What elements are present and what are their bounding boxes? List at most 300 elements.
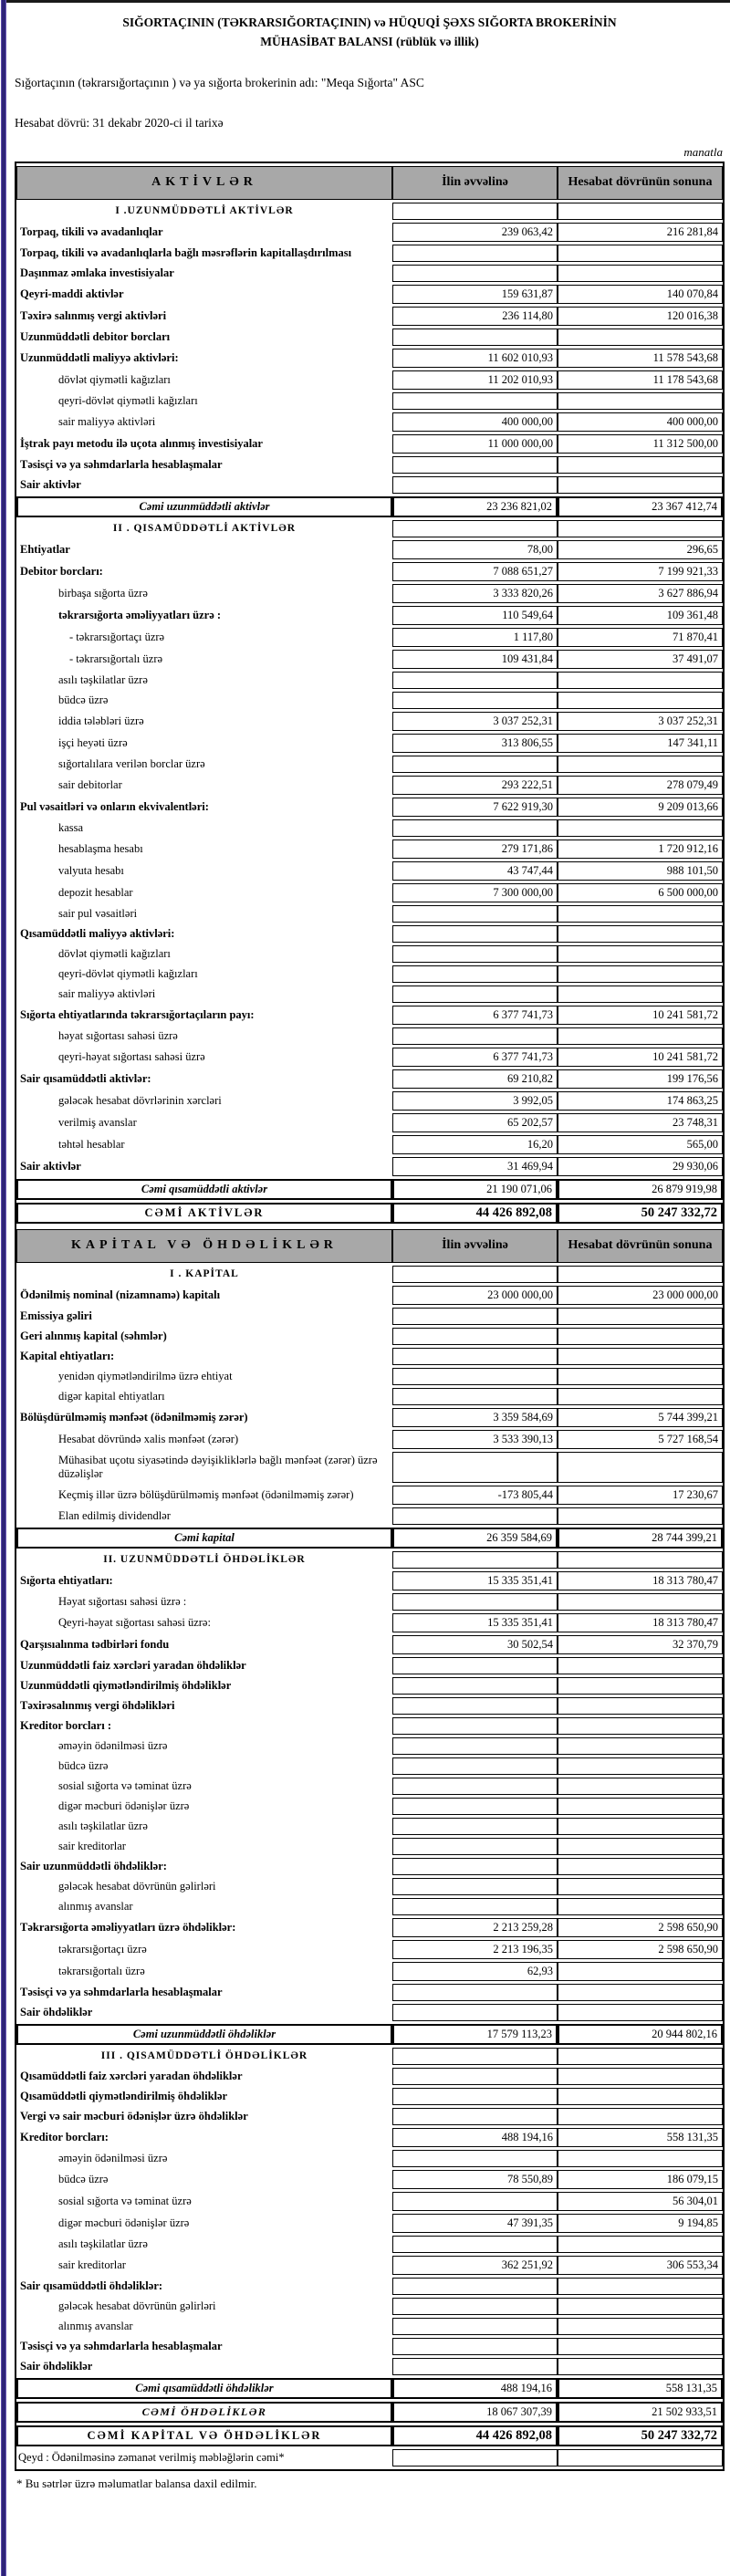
value-end-of-period: 17 230,67 [558,1486,723,1505]
table-row [16,1069,723,1089]
table-row [16,329,723,346]
value-begin-of-year [392,1798,558,1815]
table-row [16,2278,723,2295]
table-row [16,905,723,923]
value-begin-of-year: 15 335 351,41 [392,1613,558,1632]
table-row [16,1697,723,1715]
grand-total-row [16,1203,723,1224]
value-end-of-period [558,2318,723,2335]
value-end-of-period [558,476,723,494]
row-label: Ehtiyatlar [16,540,392,559]
table-row [16,245,723,262]
value-begin-of-year [392,456,558,474]
total-row [16,1528,723,1549]
table-row [16,986,723,1003]
value-end-of-period [558,1452,723,1483]
value-begin-of-year [392,2338,558,2355]
value-begin-of-year [392,1027,558,1045]
value-end-of-period: 199 176,56 [558,1069,723,1089]
value-begin-of-year: 43 747,44 [392,861,558,881]
row-label: Elan edilmiş dividendlər [16,1507,392,1525]
value-begin-of-year [392,2236,558,2253]
table-row [16,945,723,963]
value-end-of-period: 9 194,85 [558,2214,723,2233]
value-end-of-period [558,925,723,943]
note-row [16,2449,723,2466]
assets-header-row [16,166,723,200]
row-label: iddia tələbləri üzrə [16,712,392,731]
row-label: II . QISAMÜDDƏTLİ AKTİVLƏR [16,520,392,537]
value-end-of-period: 2 598 650,90 [558,1918,723,1937]
total-row [16,2378,723,2399]
value-begin-of-year: 7 088 651,27 [392,562,558,581]
section-header-row [16,1266,723,1283]
value-begin-of-year [392,1388,558,1405]
row-label: Ödənilmiş nominal (nizamnamə) kapitalı [16,1286,392,1305]
row-label: Kreditor borcları : [16,1717,392,1735]
row-label: alınmış avanslar [16,1898,392,1915]
row-label: yenidən qiymətləndirilmə üzrə ehtiyat [16,1368,392,1385]
value-begin-of-year: 279 171,86 [392,840,558,859]
value-end-of-period: 11 578 543,68 [558,349,723,368]
value-end-of-period: 10 241 581,72 [558,1048,723,1067]
value-end-of-period: 140 070,84 [558,285,723,304]
value-end-of-period [558,1898,723,1915]
row-label: Cəmi qısamüddətli aktivlər [16,1179,392,1200]
row-label: Təxirə salınmış vergi aktivləri [16,307,392,326]
table-row [16,1368,723,1385]
value-end-of-period [558,819,723,837]
row-label: təkrarsığortalı üzrə [16,1962,392,1981]
value-end-of-period: 174 863,25 [558,1091,723,1111]
value-end-of-period: 2 598 650,90 [558,1940,723,1959]
assets-header-begin-of-year: İlin əvvəlinə [392,166,558,200]
row-label: sair maliyyə aktivləri [16,412,392,432]
table-row [16,1613,723,1632]
value-end-of-period [558,2298,723,2315]
value-end-of-period [558,756,723,773]
value-end-of-period: 18 313 780,47 [558,1571,723,1590]
value-begin-of-year [392,1818,558,1835]
table-row [16,1657,723,1674]
value-end-of-period: 120 016,38 [558,307,723,326]
row-label: büdcə üzrə [16,692,392,709]
row-label: Cəmi uzunmüddətli öhdəliklər [16,2024,392,2045]
value-end-of-period [558,1962,723,1981]
value-begin-of-year [392,2298,558,2315]
table-row [16,1048,723,1067]
table-row [16,1027,723,1045]
value-end-of-period: 10 241 581,72 [558,1006,723,1025]
value-end-of-period [558,2278,723,2295]
value-begin-of-year [392,2358,558,2375]
row-label: Kreditor borcları: [16,2128,392,2147]
table-row [16,1940,723,1959]
value-begin-of-year [392,2318,558,2335]
title-line-2: MÜHASİBAT BALANSI (rüblük və illik) [260,34,479,48]
row-label: Geri alınmış kapital (səhmlər) [16,1328,392,1345]
value-begin-of-year: 3 037 252,31 [392,712,558,731]
value-begin-of-year [392,2048,558,2065]
report-date-line: Hesabat dövrü: 31 dekabr 2020-ci il tarixə [15,115,224,130]
table-row [16,1962,723,1981]
table-row [16,1286,723,1305]
value-end-of-period: 306 553,34 [558,2256,723,2275]
table-row [16,1091,723,1111]
row-label: kassa [16,819,392,837]
row-label: əməyin ödənilməsi üzrə [16,1737,392,1755]
value-end-of-period [558,1697,723,1715]
value-end-of-period [558,1507,723,1525]
section-header-row [16,1551,723,1569]
row-label: sığortalılara verilən borclar üzrə [16,756,392,773]
table-row [16,2128,723,2147]
table-row [16,1798,723,1815]
row-label: dövlət qiymətli kağızları [16,945,392,963]
row-label: gələcək hesabat dövrünün gəlirləri [16,1878,392,1895]
value-begin-of-year [392,1266,558,1283]
value-begin-of-year: 488 194,16 [392,2128,558,2147]
assets-header-label: AKTİVLƏR [16,166,392,200]
liabilities-table-body [16,1266,723,2466]
table-row [16,819,723,837]
row-label: Sair öhdəliklər [16,2358,392,2375]
value-end-of-period: 23 748,31 [558,1113,723,1132]
value-end-of-period: 988 101,50 [558,861,723,881]
value-end-of-period [558,2108,723,2125]
row-label: Debitor borcları: [16,562,392,581]
value-begin-of-year: 236 114,80 [392,307,558,326]
value-end-of-period [558,672,723,689]
value-end-of-period [558,2449,723,2466]
value-begin-of-year [392,945,558,963]
section-header-row [16,2048,723,2065]
value-begin-of-year [392,756,558,773]
value-end-of-period [558,520,723,537]
liabilities-table-head [16,1229,723,1263]
value-end-of-period: 29 930,06 [558,1157,723,1176]
value-end-of-period: 50 247 332,72 [558,1203,723,1224]
value-begin-of-year [392,1984,558,2001]
value-end-of-period [558,692,723,709]
value-end-of-period: 1 720 912,16 [558,840,723,859]
value-begin-of-year [392,1757,558,1775]
row-label: Emissiya gəliri [16,1308,392,1325]
table-row [16,584,723,603]
row-label: Qeyri-maddi aktivlər [16,285,392,304]
value-begin-of-year [392,1328,558,1345]
table-row [16,965,723,983]
value-end-of-period: 23 367 412,74 [558,496,723,517]
table-row [16,1408,723,1427]
table-row [16,1918,723,1937]
row-label: təhtəl hesablar [16,1135,392,1154]
table-row [16,349,723,368]
row-label: Təkrarsığorta əməliyyatları üzrə öhdəliklər: [16,1918,392,1937]
value-begin-of-year [392,1898,558,1915]
table-row [16,223,723,242]
value-end-of-period [558,1266,723,1283]
row-label: Daşınmaz əmlaka investisiyalar [16,265,392,282]
row-label: Təsisçi və ya səhmdarlarla hesablaşmalar [16,2338,392,2355]
row-label: Təsisçi və ya səhmdarlarla hesablaşmalar [16,1984,392,2001]
value-end-of-period [558,1593,723,1611]
row-label: Qısamüddətli maliyyə aktivləri: [16,925,392,943]
value-begin-of-year: 6 377 741,73 [392,1006,558,1025]
row-label: Hesabat dövründə xalis mənfəət (zərər) [16,1430,392,1449]
liabilities-table [16,1226,723,2469]
table-row [16,1737,723,1755]
row-label: asılı təşkilatlar üzrə [16,1818,392,1835]
row-label: asılı təşkilatlar üzrə [16,672,392,689]
value-begin-of-year [392,905,558,923]
value-end-of-period [558,1677,723,1695]
value-end-of-period [558,986,723,1003]
footnote: * Bu sətrlər üzrə məlumatlar balansa daxil edilmir. [16,2476,257,2490]
row-label: Vergi və sair məcburi ödənişlər üzrə öhdəliklər [16,2108,392,2125]
table-row [16,840,723,859]
balance-sheet-page [15,14,725,2491]
row-label: Sair aktivlər [16,476,392,494]
value-begin-of-year [392,925,558,943]
value-begin-of-year: 2 213 196,35 [392,1940,558,1959]
row-label: qeyri-dövlət qiymətli kağızları [16,965,392,983]
value-end-of-period: 558 131,35 [558,2378,723,2399]
value-begin-of-year: 23 236 821,02 [392,496,558,517]
value-begin-of-year: 15 335 351,41 [392,1571,558,1590]
table-row [16,2088,723,2105]
table-row [16,2068,723,2085]
row-label: büdcə üzrə [16,1757,392,1775]
value-begin-of-year [392,476,558,494]
row-label: Cəmi kapital [16,1528,392,1549]
value-end-of-period: 7 199 921,33 [558,562,723,581]
value-end-of-period: 50 247 332,72 [558,2425,723,2446]
table-row [16,562,723,581]
value-begin-of-year: 69 210,82 [392,1069,558,1089]
value-begin-of-year [392,1348,558,1365]
row-label: hesablaşma hesabı [16,840,392,859]
value-end-of-period [558,245,723,262]
value-end-of-period: 21 502 933,51 [558,2402,723,2423]
section-header-row [16,203,723,220]
value-end-of-period [558,1328,723,1345]
row-label: təkrarsığorta əməliyyatları üzrə : [16,606,392,625]
value-begin-of-year: 6 377 741,73 [392,1048,558,1067]
value-end-of-period [558,265,723,282]
row-label: həyat sığortası sahəsi üzrə [16,1027,392,1045]
value-begin-of-year [392,1878,558,1895]
table-row [16,434,723,454]
table-row [16,883,723,902]
table-row [16,370,723,390]
value-begin-of-year: 3 533 390,13 [392,1430,558,1449]
row-label: CƏMİ ÖHDƏLİKLƏR [16,2402,392,2423]
table-row [16,2192,723,2211]
value-begin-of-year [392,1858,558,1875]
table-row [16,2318,723,2335]
table-row [16,1113,723,1132]
table-row [16,2108,723,2125]
value-end-of-period [558,2150,723,2167]
value-begin-of-year: 239 063,42 [392,223,558,242]
table-row [16,307,723,326]
row-label: İştrak payı metodu ilə uçota alınmış investisiyalar [16,434,392,454]
scan-top-edge [0,0,730,3]
value-end-of-period: 109 361,48 [558,606,723,625]
value-begin-of-year [392,2004,558,2021]
title-line-1: SIĞORTAÇININ (TƏKRARSIĞORTAÇININ) və HÜQUQİ ŞƏXS SIĞORTA BROKERİNİN [122,16,617,29]
value-end-of-period [558,1027,723,1045]
value-end-of-period: 296,65 [558,540,723,559]
value-begin-of-year: 362 251,92 [392,2256,558,2275]
row-label: sosial sığorta və təminat üzrə [16,1778,392,1795]
balance-table-wrap [15,162,725,2471]
value-begin-of-year: 18 067 307,39 [392,2402,558,2423]
table-row [16,1430,723,1449]
value-begin-of-year: 30 502,54 [392,1635,558,1654]
value-begin-of-year: 2 213 259,28 [392,1918,558,1937]
value-end-of-period [558,2236,723,2253]
table-row [16,798,723,817]
value-begin-of-year [392,1717,558,1735]
table-row [16,1898,723,1915]
table-row [16,2150,723,2167]
row-label: Torpaq, tikili və avadanlıqlarla bağlı məsrəflərin kapitallaşdırılması [16,245,392,262]
table-row [16,1308,723,1325]
value-end-of-period: 56 304,01 [558,2192,723,2211]
value-begin-of-year [392,692,558,709]
row-label: CƏMİ AKTİVLƏR [16,1203,392,1224]
value-begin-of-year [392,2150,558,2167]
table-row [16,672,723,689]
row-label: təkrarsığortaçı üzrə [16,1940,392,1959]
row-label: Qeyri-həyat sığortası sahəsi üzrə: [16,1613,392,1632]
value-end-of-period: 3 627 886,94 [558,584,723,603]
table-row [16,1677,723,1695]
row-label: I .UZUNMÜDDƏTLİ AKTİVLƏR [16,203,392,220]
table-row [16,650,723,669]
value-end-of-period: 26 879 919,98 [558,1179,723,1200]
table-row [16,1157,723,1176]
value-begin-of-year [392,520,558,537]
value-end-of-period [558,1717,723,1735]
value-begin-of-year: 44 426 892,08 [392,1203,558,1224]
value-end-of-period [558,1348,723,1365]
value-begin-of-year: 21 190 071,06 [392,1179,558,1200]
value-begin-of-year: 109 431,84 [392,650,558,669]
total-row [16,1179,723,1200]
value-begin-of-year [392,1838,558,1855]
row-label: Sair qısamüddətli öhdəliklər: [16,2278,392,2295]
row-label: Qısamüddətli faiz xərcləri yaradan öhdəliklər [16,2068,392,2085]
row-label: III . QISAMÜDDƏTLİ ÖHDƏLİKLƏR [16,2048,392,2065]
table-row [16,1778,723,1795]
row-label: Sığorta ehtiyatlarında təkrarsığortaçıların payı: [16,1006,392,1025]
table-row [16,412,723,432]
value-begin-of-year: 110 549,64 [392,606,558,625]
value-begin-of-year [392,2108,558,2125]
value-end-of-period [558,1838,723,1855]
value-begin-of-year: 78 550,89 [392,2170,558,2189]
table-row [16,1452,723,1483]
value-end-of-period: 400 000,00 [558,412,723,432]
table-row [16,1388,723,1405]
company-name-line: Sığortaçının (təkrarsığortaçının ) və ya sığorta brokerinin adı: "Meqa Sığorta" ASC [15,75,424,89]
table-row [16,2338,723,2355]
table-row [16,861,723,881]
row-label: sair maliyyə aktivləri [16,986,392,1003]
grand-total-row [16,2425,723,2446]
value-begin-of-year: 62,93 [392,1962,558,1981]
value-begin-of-year [392,392,558,410]
value-end-of-period [558,1551,723,1569]
table-row [16,1348,723,1365]
row-label: Pul vəsaitləri və onların ekvivalentləri: [16,798,392,817]
value-end-of-period: 147 341,11 [558,734,723,753]
table-row [16,265,723,282]
row-label: Qısamüddətli qiymətləndirilmiş öhdəliklər [16,2088,392,2105]
value-begin-of-year [392,1697,558,1715]
assets-table-head [16,166,723,200]
row-label: Təsisçi və ya səhmdarlarla hesablaşmalar [16,456,392,474]
value-begin-of-year: 313 806,55 [392,734,558,753]
table-row [16,1757,723,1775]
value-end-of-period [558,2358,723,2375]
value-begin-of-year [392,819,558,837]
document-title [15,14,725,52]
value-end-of-period [558,945,723,963]
value-begin-of-year: 17 579 113,23 [392,2024,558,2045]
left-margin-bar [0,0,6,2576]
table-row [16,1571,723,1590]
value-begin-of-year [392,2068,558,2085]
table-row [16,1838,723,1855]
row-label: gələcək hesabat dövrünün gəlirləri [16,2298,392,2315]
value-begin-of-year [392,203,558,220]
value-end-of-period [558,1737,723,1755]
table-row [16,2256,723,2275]
value-end-of-period [558,1878,723,1895]
value-begin-of-year [392,1657,558,1674]
value-end-of-period: 11 312 500,00 [558,434,723,454]
currency-note: manatla [683,144,723,159]
table-row [16,692,723,709]
total-row [16,2024,723,2045]
liabilities-header-label: KAPİTAL VƏ ÖHDƏLİKLƏR [16,1229,392,1263]
row-label: sair kreditorlar [16,2256,392,2275]
value-end-of-period [558,965,723,983]
value-begin-of-year [392,1737,558,1755]
table-row [16,756,723,773]
table-row [16,1878,723,1895]
value-end-of-period: 28 744 399,21 [558,1528,723,1549]
value-begin-of-year [392,986,558,1003]
row-label: I . KAPİTAL [16,1266,392,1283]
liabilities-header-begin-of-year: İlin əvvəlinə [392,1229,558,1263]
value-begin-of-year: 11 000 000,00 [392,434,558,454]
value-end-of-period: 565,00 [558,1135,723,1154]
row-label: digər kapital ehtiyatları [16,1388,392,1405]
value-end-of-period [558,2048,723,2065]
row-label: əməyin ödənilməsi üzrə [16,2150,392,2167]
value-end-of-period: 5 744 399,21 [558,1408,723,1427]
row-label: gələcək hesabat dövrlərinin xərcləri [16,1091,392,1111]
value-begin-of-year [392,1452,558,1483]
value-end-of-period: 278 079,49 [558,776,723,795]
value-begin-of-year [392,1368,558,1385]
row-label: qeyri-həyat sığortası sahəsi üzrə [16,1048,392,1067]
